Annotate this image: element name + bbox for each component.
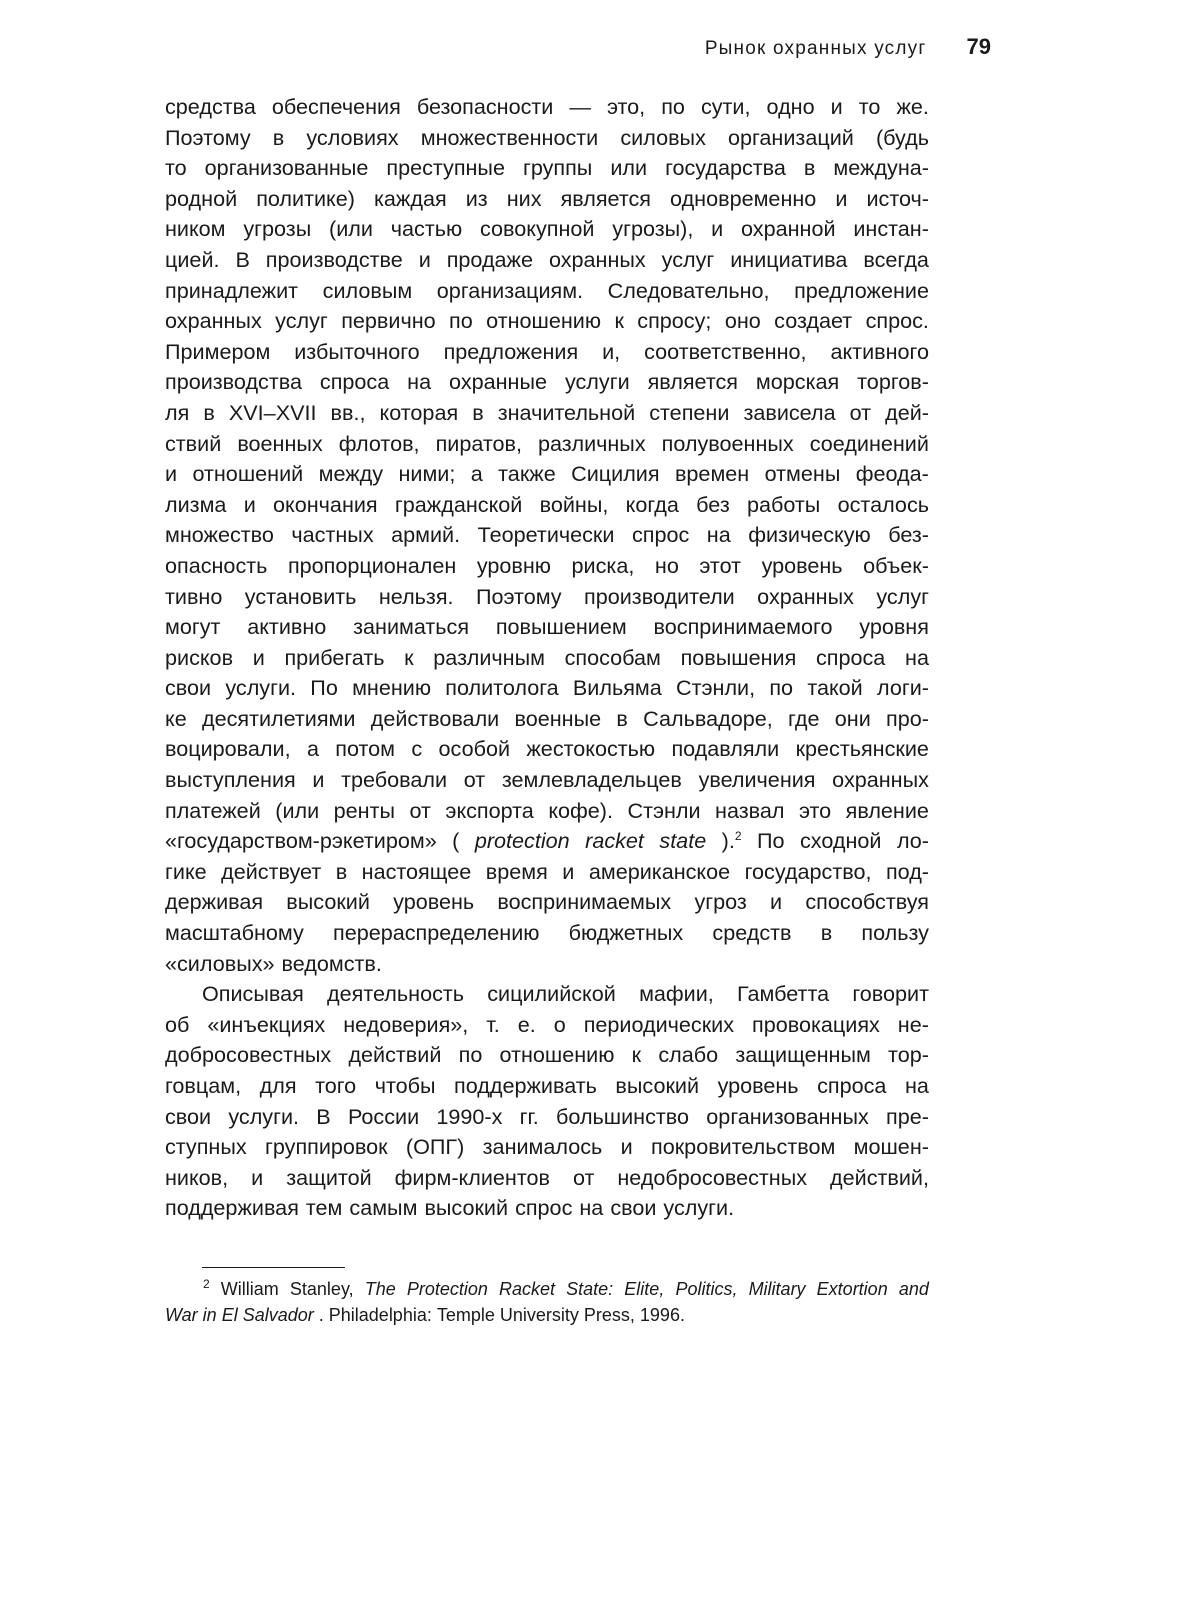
text-line: средства обеспечения безопасности — это, по сути, одно и то же. xyxy=(165,94,929,119)
running-title: Рынок охранных услуг xyxy=(704,38,927,59)
text-line: ствий военных флотов, пиратов, различных полувоенных соединений xyxy=(165,430,929,456)
text-line: производства спроса на охранные услуги является морская торгов- xyxy=(165,369,929,395)
text-line: говцам, для того чтобы поддерживать высокий уровень спроса на xyxy=(165,1073,929,1098)
text-line: «силовых» ведомств. xyxy=(165,950,382,976)
text-line: платежей (или ренты от экспорта кофе). Стэнли назвал это явление xyxy=(165,797,929,823)
text-line: множество частных армий. Теоретически спрос на физическую без- xyxy=(165,522,929,548)
text-line: то организованные преступные группы или государства в междуна- xyxy=(165,155,929,181)
text-line: и отношений между ними; а также Сицилия времен отмены феода- xyxy=(165,461,929,487)
text-line: рисков и прибегать к различным способам повышения спроса на xyxy=(165,644,929,670)
footnotes xyxy=(165,1276,929,1328)
text-line: охранных услуг первично по отношению к спросу; оно создает спрос. xyxy=(165,308,929,334)
text-line: воцировали, а потом с особой жестокостью подавляли крестьянские xyxy=(165,736,929,762)
text-line: добросовестных действий по отношению к слабо защищенным тор- xyxy=(165,1042,929,1068)
text-line: тивно установить нельзя. Поэтому производители охранных услуг xyxy=(165,583,929,609)
text-line: ником угрозы (или частью совокупной угрозы), и охранной инстан- xyxy=(165,216,929,242)
text-line: поддерживая тем самым высокий спрос на свои услуги. xyxy=(165,1195,735,1221)
text-line: принадлежит силовым организациям. Следовательно, предложение xyxy=(165,277,929,303)
text-line: опасность пропорционален уровню риска, но этот уровень объек- xyxy=(165,552,929,578)
footnote-line: $^2$ William Stanley, The Protection Racket State: Elite, Politics, Military Extortion and xyxy=(203,1277,929,1299)
text-line: могут активно заниматься повышением воспринимаемого уровня xyxy=(165,614,929,640)
text-line: свои услуги. В России 1990-х гг. большинство организованных пре- xyxy=(165,1103,929,1129)
book-page xyxy=(165,0,991,1600)
text-line: Описывая деятельность сицилийской мафии, Гамбетта говорит xyxy=(202,981,929,1007)
text-line: ке десятилетиями действовали военные в Сальвадоре, где они про- xyxy=(165,705,929,731)
text-line: «государством-рэкетиром» ( protection racket state ).$^2$ По сходной ло- xyxy=(165,828,929,854)
text-line: держивая высокий уровень воспринимаемых угроз и способствуя xyxy=(165,889,929,915)
text-line: ля в XVI–XVII вв., которая в значительной степени зависела от дей- xyxy=(165,399,929,425)
text-line: об «инъекциях недоверия», т. е. о периодических провокациях не- xyxy=(165,1011,929,1037)
body-text xyxy=(165,92,929,1224)
text-line: свои услуги. По мнению политолога Вильяма Стэнли, по такой логи- xyxy=(165,675,929,701)
text-line: ступных группировок (ОПГ) занималось и покровительством мошен- xyxy=(165,1134,929,1160)
text-line: цией. В производстве и продаже охранных услуг инициатива всегда xyxy=(165,246,929,272)
footnote-line: War in El Salvador . Philadelphia: Temple University Press, 1996. xyxy=(165,1305,685,1325)
text-line: родной политике) каждая из них является одновременно и источ- xyxy=(165,185,929,211)
text-line: лизма и окончания гражданской войны, когда без работы осталось xyxy=(165,491,929,517)
text-line: ников, и защитой фирм-клиентов от недобросовестных действий, xyxy=(165,1164,929,1190)
text-line: гике действует в настоящее время и американское государство, под- xyxy=(165,858,929,884)
text-line: Поэтому в условиях множественности силовых организаций (будь xyxy=(165,124,929,150)
footnote-separator xyxy=(202,1267,345,1268)
text-line: выступления и требовали от землевладельцев увеличения охранных xyxy=(165,767,929,793)
text-line: Примером избыточного предложения и, соответственно, активного xyxy=(165,338,929,364)
running-head xyxy=(165,34,991,64)
page-number: 79 xyxy=(966,34,991,59)
text-line: масштабному перераспределению бюджетных средств в пользу xyxy=(165,920,929,946)
